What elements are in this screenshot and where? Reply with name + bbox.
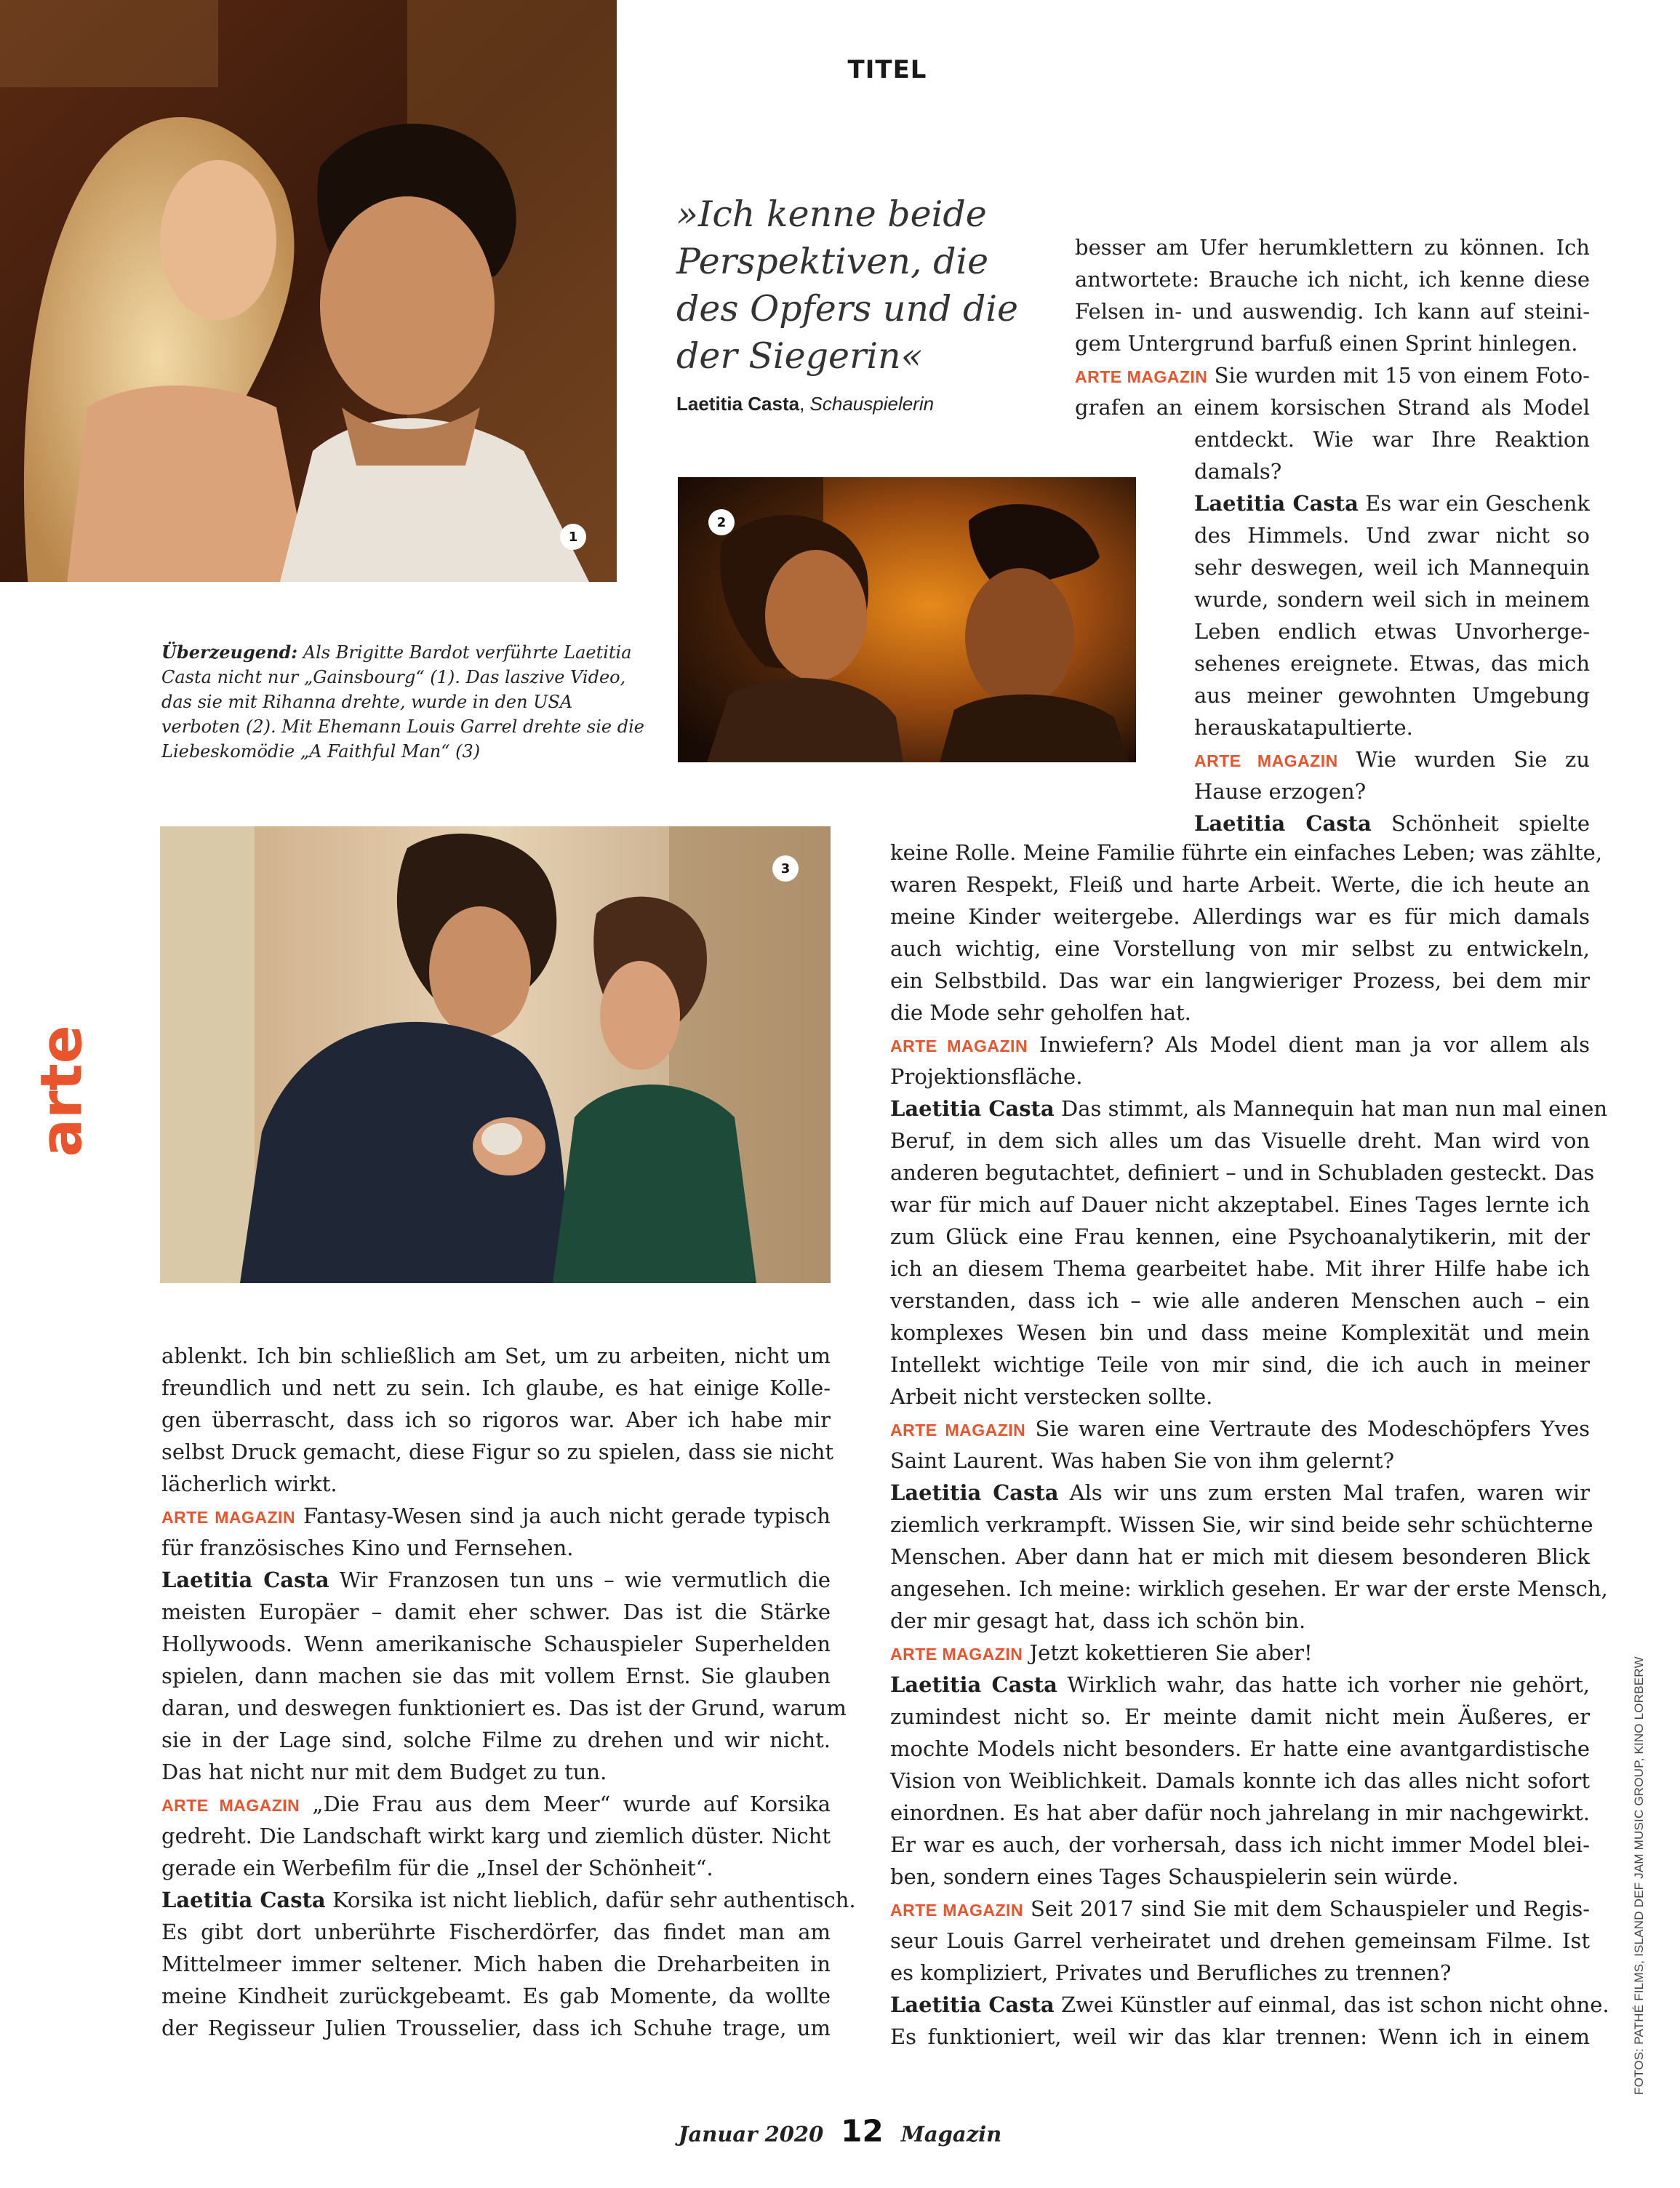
interviewer-label: ARTE MAGAZIN: [1194, 751, 1338, 770]
text-line: Hollywoods. Wenn amerikanische Schauspieler Superhelden: [161, 1632, 831, 1656]
caption-line: verboten (2). Mit Ehemann Louis Garrel drehte sie die: [161, 716, 644, 737]
text-line: auch wichtig, eine Vorstellung von mir selbst zu entwickeln,: [890, 936, 1590, 961]
text-line: Laetitia Casta Das stimmt, als Mannequin hat man nun mal einen: [890, 1096, 1608, 1121]
text-line: Intellekt wichtige Teile von mir sind, die ich auch in meiner: [890, 1352, 1590, 1377]
text-line: ARTE MAGAZIN Jetzt kokettieren Sie aber!: [890, 1640, 1313, 1665]
text-line: komplexes Wesen bin und dass meine Komplexität und mein: [890, 1320, 1590, 1345]
speaker-label: Laetitia Casta: [161, 1568, 329, 1592]
speaker-label: Laetitia Casta: [890, 1672, 1057, 1697]
photo-faithful-man: [160, 826, 831, 1283]
arte-logo: [29, 1018, 102, 1164]
speaker-label: Laetitia Casta: [890, 1992, 1055, 2017]
pull-quote-line: Perspektiven, die: [676, 241, 989, 282]
photo-caption: [161, 640, 644, 764]
article-column-right-middle: [1194, 423, 1590, 839]
text-line: damals?: [1194, 459, 1282, 484]
speaker-label: Laetitia Casta: [1194, 811, 1372, 836]
speaker-label: Laetitia Casta: [161, 1888, 326, 1912]
text-line: Arbeit nicht verstecken sollte.: [890, 1384, 1213, 1409]
speaker-label: Laetitia Casta: [890, 1096, 1055, 1121]
text-line: gerade ein Werbefilm für die „Insel der Schönheit“.: [161, 1856, 713, 1880]
text-line: Laetitia Casta Zwei Künstler auf einmal, das ist schon nicht ohne.: [890, 1992, 1609, 2017]
text-line: Es gibt dort unberührte Fischerdörfer, das findet man am: [161, 1920, 831, 1944]
article-column-left: [161, 1340, 856, 2044]
text-line: ben, sondern eines Tages Schauspielerin sein würde.: [890, 1864, 1459, 1889]
text-line: Laetitia Casta Als wir uns zum ersten Mal trafen, waren wir: [890, 1480, 1591, 1505]
interviewer-label: ARTE MAGAZIN: [890, 1901, 1024, 1920]
speaker-label: Laetitia Casta: [890, 1480, 1059, 1505]
text-line: daran, und deswegen funktioniert es. Das ist der Grund, warum: [161, 1696, 847, 1720]
caption-line: das sie mit Rihanna drehte, wurde in den USA: [161, 692, 573, 712]
text-line: waren Respekt, Fleiß und harte Arbeit. Werte, die ich heute an: [890, 872, 1590, 897]
interviewer-label: ARTE MAGAZIN: [161, 1508, 296, 1527]
text-line: zumindest nicht so. Er meinte damit nicht mein Äußeres, er: [890, 1704, 1590, 1729]
text-line: freundlich und nett zu sein. Ich glaube, es hat einige Kolle-: [161, 1376, 831, 1400]
text-line: sehenes ereignete. Etwas, das mich: [1194, 651, 1590, 676]
interviewer-label: ARTE MAGAZIN: [890, 1645, 1023, 1664]
text-line: ARTE MAGAZIN „Die Frau aus dem Meer“ wurde auf Korsika: [161, 1792, 831, 1816]
text-line: seur Louis Garrel verheiratet und drehen gemeinsam Filme. Ist: [890, 1928, 1590, 1953]
text-line: sie in der Lage sind, solche Filme zu drehen und wir nicht.: [161, 1728, 831, 1752]
photo-gainsbourg: [0, 0, 617, 582]
text-line: ARTE MAGAZIN Wie wurden Sie zu: [1194, 747, 1590, 772]
photo-number-badge: 2: [708, 509, 735, 535]
pull-quote-attribution: Laetitia Casta, Schauspielerin: [676, 393, 935, 415]
text-line: Menschen. Aber dann hat er mich mit diesem besonderen Blick: [890, 1544, 1590, 1569]
text-line: Es funktioniert, weil wir das klar trennen: Wenn ich in einem: [890, 2024, 1590, 2049]
section-label: TITEL: [847, 55, 927, 84]
text-line: Hause erzogen?: [1194, 779, 1367, 804]
text-line: ARTE MAGAZIN Sie waren eine Vertraute des Modeschöpfers Yves: [890, 1416, 1590, 1441]
photo-rihanna-video-image: [678, 477, 1136, 762]
text-line: aus meiner gewohnten Umgebung: [1194, 683, 1590, 708]
text-line: herauskatapultierte.: [1194, 715, 1413, 740]
text-line: sehr deswegen, weil ich Mannequin: [1194, 555, 1590, 580]
text-line: ARTE MAGAZIN Seit 2017 sind Sie mit dem Schauspieler und Regis-: [890, 1896, 1590, 1921]
text-line: es kompliziert, Privates und Berufliches zu trennen?: [890, 1960, 1452, 1985]
page-number: 12: [841, 2113, 884, 2149]
arte-logo-text: arte: [29, 1025, 95, 1157]
text-line: der Regisseur Julien Trousselier, dass ich Schuhe trage, um: [161, 2016, 831, 2040]
text-line: zum Glück eine Frau kennen, eine Psychoanalytikerin, mit der: [890, 1224, 1590, 1249]
text-line: selbst Druck gemacht, diese Figur so zu spielen, dass sie nicht: [161, 1440, 834, 1464]
page-footer: [0, 2113, 1680, 2149]
text-line: spielen, dann machen sie das mit vollem Ernst. Sie glauben: [161, 1664, 831, 1688]
text-line: war für mich auf Dauer nicht akzeptabel. Eines Tages lernte ich: [890, 1192, 1590, 1217]
text-line: entdeckt. Wie war Ihre Reaktion: [1194, 427, 1590, 452]
text-line: keine Rolle. Meine Familie führte ein einfaches Leben; was zählte,: [890, 840, 1603, 865]
text-line: meisten Europäer – damit eher schwer. Das ist die Stärke: [161, 1600, 831, 1624]
text-line: Projektionsfläche.: [890, 1064, 1083, 1089]
text-line: Laetitia Casta Wirklich wahr, das hatte ich vorher nie gehört,: [890, 1672, 1590, 1697]
pull-quote: [676, 191, 1055, 380]
text-line: einordnen. Es hat aber dafür noch jahrelang in mir nachgewirkt.: [890, 1800, 1590, 1825]
arte-logo-image: [29, 1018, 102, 1164]
interviewer-label: ARTE MAGAZIN: [890, 1037, 1028, 1055]
text-line: Felsen in- und auswendig. Ich kann auf steini-: [1075, 299, 1590, 324]
text-line: angesehen. Ich meine: wirklich gesehen. Er war der erste Mensch,: [890, 1576, 1608, 1601]
text-line: anderen begutachtet, definiert – und in Schubladen gesteckt. Das: [890, 1160, 1595, 1185]
text-line: Beruf, in dem sich alles um das Visuelle dreht. Man wird von: [890, 1128, 1590, 1153]
text-line: Mittelmeer immer seltener. Mich haben die Dreharbeiten in: [161, 1952, 831, 1976]
text-line: ARTE MAGAZIN Inwiefern? Als Model dient man ja vor allem als: [890, 1032, 1590, 1057]
text-line: meine Kinder weitergebe. Allerdings war es für mich damals: [890, 904, 1590, 929]
text-line: Laetitia Casta Wir Franzosen tun uns – wie vermutlich die: [161, 1568, 831, 1592]
text-line: ARTE MAGAZIN Fantasy-Wesen sind ja auch nicht gerade typisch: [161, 1504, 831, 1528]
text-line: Das hat nicht nur mit dem Budget zu tun.: [161, 1760, 607, 1784]
pull-quote-name: Laetitia Casta: [676, 393, 800, 415]
photo-rihanna-video: [678, 477, 1136, 762]
text-line: meine Kindheit zurückgebeamt. Es gab Momente, da wollte: [161, 1984, 831, 2008]
article-column-right-top: [1075, 231, 1590, 423]
footer-date: Januar 2020: [678, 2122, 824, 2147]
pull-quote-line: des Opfers und die: [676, 288, 1018, 330]
text-line: Laetitia Casta Schönheit spielte: [1194, 811, 1590, 836]
interviewer-label: ARTE MAGAZIN: [1075, 367, 1208, 386]
caption-line: Liebeskomödie „A Faithful Man“ (3): [161, 741, 481, 762]
pull-quote-line: der Siegerin«: [676, 335, 923, 377]
pull-quote-line: »Ich kenne beide: [676, 193, 987, 235]
text-line: wurde, sondern weil sich in meinem: [1194, 587, 1590, 612]
caption-line: Als Brigitte Bardot verführte Laetitia: [297, 642, 632, 663]
text-line: Saint Laurent. Was haben Sie von ihm gelernt?: [890, 1448, 1395, 1473]
footer-magazine: Magazin: [900, 2122, 1002, 2147]
text-line: Leben endlich etwas Unvorherge-: [1194, 619, 1590, 644]
text-line: Er war es auch, der vorhersah, dass ich nicht immer Model blei-: [890, 1832, 1590, 1857]
text-line: mochte Models nicht besonders. Er hatte eine avantgardistische: [890, 1736, 1590, 1761]
caption-lead: Überzeugend:: [161, 642, 298, 663]
text-line: gedreht. Die Landschaft wirkt karg und ziemlich düster. Nicht: [161, 1824, 831, 1848]
text-line: ablenkt. Ich bin schließlich am Set, um zu arbeiten, nicht um: [161, 1343, 831, 1368]
photo-number-badge: 3: [772, 855, 799, 882]
photo-faithful-man-image: [160, 826, 831, 1283]
text-line: der mir gesagt hat, dass ich schön bin.: [890, 1608, 1306, 1633]
text-line: für französisches Kino und Fernsehen.: [161, 1536, 574, 1560]
interviewer-label: ARTE MAGAZIN: [890, 1421, 1026, 1440]
text-line: lächerlich wirkt.: [161, 1472, 337, 1496]
text-line: die Mode sehr geholfen hat.: [890, 1000, 1191, 1025]
text-line: ziemlich verkrampft. Wissen Sie, wir sind beide sehr schüchterne: [890, 1512, 1593, 1537]
pull-quote-role: Schauspielerin: [809, 393, 935, 415]
text-line: Vision von Weiblichkeit. Damals konnte ich das alles nicht sofort: [890, 1768, 1590, 1793]
speaker-label: Laetitia Casta: [1194, 491, 1359, 516]
text-line: gen überrascht, dass ich so rigoros war. Aber ich habe mir: [161, 1408, 831, 1432]
text-line: verstanden, dass ich – wie alle anderen Menschen auch – ein: [890, 1288, 1590, 1313]
interviewer-label: ARTE MAGAZIN: [161, 1796, 300, 1815]
text-line: gem Untergrund barfuß einen Sprint hinlegen.: [1075, 331, 1578, 356]
text-line: Laetitia Casta Korsika ist nicht lieblich, dafür sehr authentisch.: [161, 1888, 856, 1912]
text-line: besser am Ufer herumklettern zu können. Ich: [1075, 235, 1590, 260]
text-line: des Himmels. Und zwar nicht so: [1194, 523, 1590, 548]
text-line: Laetitia Casta Es war ein Geschenk: [1194, 491, 1590, 516]
text-line: ein Selbstbild. Das war ein langwieriger Prozess, bei dem mir: [890, 968, 1590, 993]
photo-credit: FOTOS: PATHÉ FILMS, ISLAND DEF JAM MUSIC GROUP, KINO LORBERW: [1632, 1656, 1646, 2095]
text-line: ich an diesem Thema gearbeitet habe. Mit ihrer Hilfe habe ich: [890, 1256, 1590, 1281]
text-line: grafen an einem korsischen Strand als Model: [1075, 395, 1590, 420]
text-line: antwortete: Brauche ich nicht, ich kenne diese: [1075, 267, 1590, 292]
article-column-right-main: [890, 837, 1609, 2053]
caption-line: Casta nicht nur „Gainsbourg“ (1). Das laszive Video,: [161, 667, 626, 687]
photo-gainsbourg-image: [0, 0, 617, 582]
photo-number-badge: 1: [560, 524, 586, 550]
text-line: ARTE MAGAZIN Sie wurden mit 15 von einem Foto-: [1075, 363, 1590, 388]
